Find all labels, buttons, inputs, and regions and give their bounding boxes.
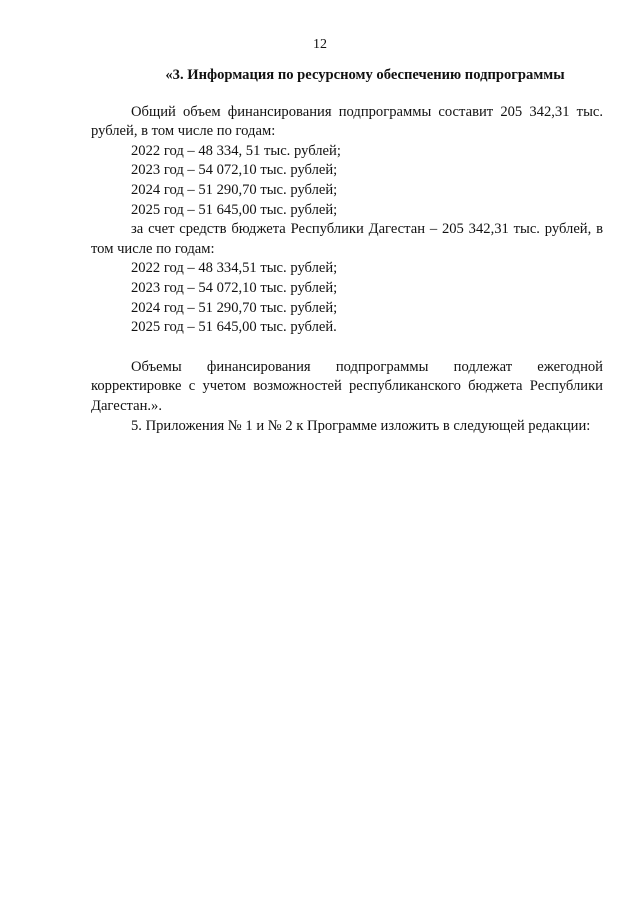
- page-number: 12: [313, 37, 327, 52]
- total-year-line: 2023 год – 54 072,10 тыс. рублей;: [131, 162, 338, 179]
- total-funding-paragraph: Общий объем финансирования подпрограммы составит 205 342,31 тыс. рублей, в том числе по годам:: [91, 103, 603, 140]
- budget-year-line: 2025 год – 51 645,00 тыс. рублей.: [131, 319, 337, 336]
- budget-year-line: 2022 год – 48 334,51 тыс. рублей;: [131, 260, 338, 277]
- total-year-line: 2022 год – 48 334, 51 тыс. рублей;: [131, 142, 341, 159]
- spacer: [91, 86, 603, 103]
- document-body: [91, 66, 603, 436]
- appendix-paragraph: 5. Приложения № 1 и № 2 к Программе изложить в следующей редакции:: [131, 417, 591, 434]
- adjustment-paragraph: Объемы финансирования подпрограммы подлежат ежегодной корректировке с учетом возможностей республиканского бюджета Республики Дагестан.».: [91, 358, 603, 414]
- budget-funding-paragraph: за счет средств бюджета Республики Дагестан – 205 342,31 тыс. рублей, в том числе по годам:: [91, 221, 603, 257]
- budget-year-line: 2024 год – 51 290,70 тыс. рублей;: [131, 299, 338, 316]
- total-year-line: 2025 год – 51 645,00 тыс. рублей;: [131, 201, 338, 218]
- budget-year-line: 2023 год – 54 072,10 тыс. рублей;: [131, 279, 338, 296]
- section-heading: «3. Информация по ресурсному обеспечению подпрограммы: [165, 67, 565, 83]
- spacer: [91, 338, 603, 358]
- total-year-line: 2024 год – 51 290,70 тыс. рублей;: [131, 181, 338, 198]
